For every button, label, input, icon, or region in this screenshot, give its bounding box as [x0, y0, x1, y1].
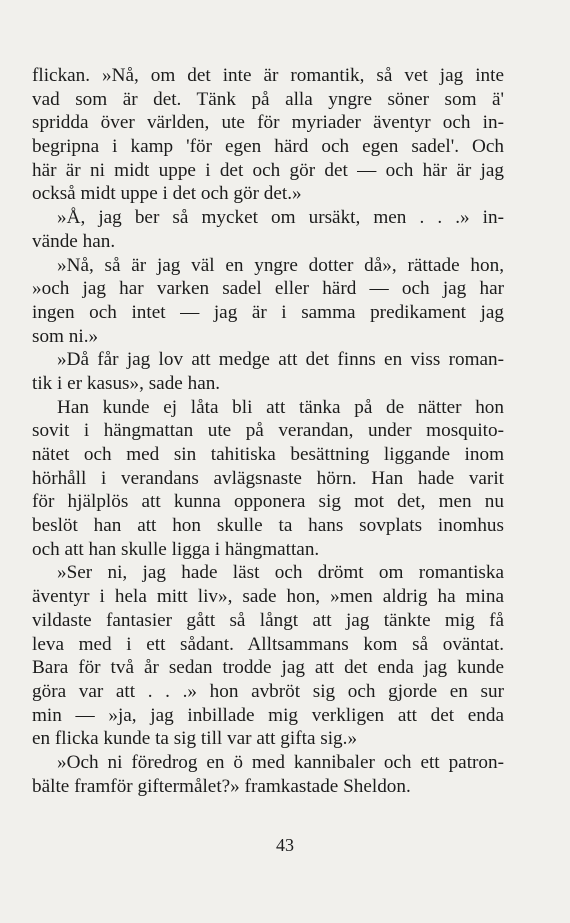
text-line: göra var att . . .» hon avbröt sig och gjorde en sur	[32, 680, 504, 702]
text-line: leva med i ett sådant. Alltsammans kom så oväntat.	[32, 633, 504, 655]
text-line: »och jag har varken sadel eller härd — och jag har	[32, 278, 504, 300]
text-line: för hjälplös att kunna opponera sig mot det, men nu	[32, 491, 504, 513]
text-line: äventyr i hela mitt liv», sade hon, »men aldrig ha mina	[32, 586, 504, 608]
text-line: spridda över världen, ute för myriader äventyr och in-	[32, 112, 504, 134]
text-line: min — »ja, jag inbillade mig verkligen att det enda	[32, 704, 504, 726]
text-line: flickan. »Nå, om det inte är romantik, så vet jag inte	[32, 65, 504, 86]
text-line: nätet och med sin tahitiska besättning liggande inom	[32, 444, 504, 465]
text-line: ingen och intet — jag är i samma predikament jag	[32, 301, 504, 323]
text-line: tik i er kasus», sade han.	[32, 372, 221, 394]
text-line: »Då får jag lov att medge att det finns en viss roman-	[57, 349, 504, 371]
text-line: vad som är det. Tänk på alla yngre söner som ä'	[32, 88, 504, 110]
text-line: »Å, jag ber så mycket om ursäkt, men . . .» in-	[57, 207, 504, 229]
page-number: 43	[276, 835, 294, 855]
text-line: bälte framför giftermålet?» framkastade Sheldon.	[32, 775, 411, 797]
text-line: Bara för två år sedan trodde jag att det enda jag kunde	[32, 657, 504, 679]
text-line: begripna i kamp 'för egen härd och egen sadel'. Och	[32, 136, 504, 158]
text-line: Han kunde ej låta bli att tänka på de nätter hon	[57, 396, 504, 418]
text-line: »Ser ni, jag hade läst och drömt om romantiska	[57, 562, 504, 584]
text-line: vildaste fantasier gått så långt att jag tänkte mig få	[32, 609, 504, 631]
text-line: beslöt han att hon skulle ta hans sovplats inomhus	[32, 515, 504, 537]
text-line: »Nå, så är jag väl en yngre dotter då», rättade hon,	[57, 254, 504, 276]
text-line: vände han.	[32, 230, 116, 252]
text-line: en flicka kunde ta sig till var att gifta sig.»	[32, 728, 358, 750]
text-line: hörhåll i verandans avlägsnaste hörn. Han hade varit	[32, 467, 504, 489]
body-text	[32, 64, 504, 798]
text-line: som ni.»	[32, 325, 99, 347]
text-line: också midt uppe i det och gör det.»	[32, 183, 302, 205]
text-line: »Och ni föredrog en ö med kannibaler och ett patron-	[57, 751, 504, 773]
text-line: sovit i hängmattan ute på verandan, under mosquito-	[32, 420, 504, 442]
text-line: här är ni midt uppe i det och gör det — och här är jag	[32, 159, 504, 181]
text-line: och att han skulle ligga i hängmattan.	[32, 538, 320, 560]
